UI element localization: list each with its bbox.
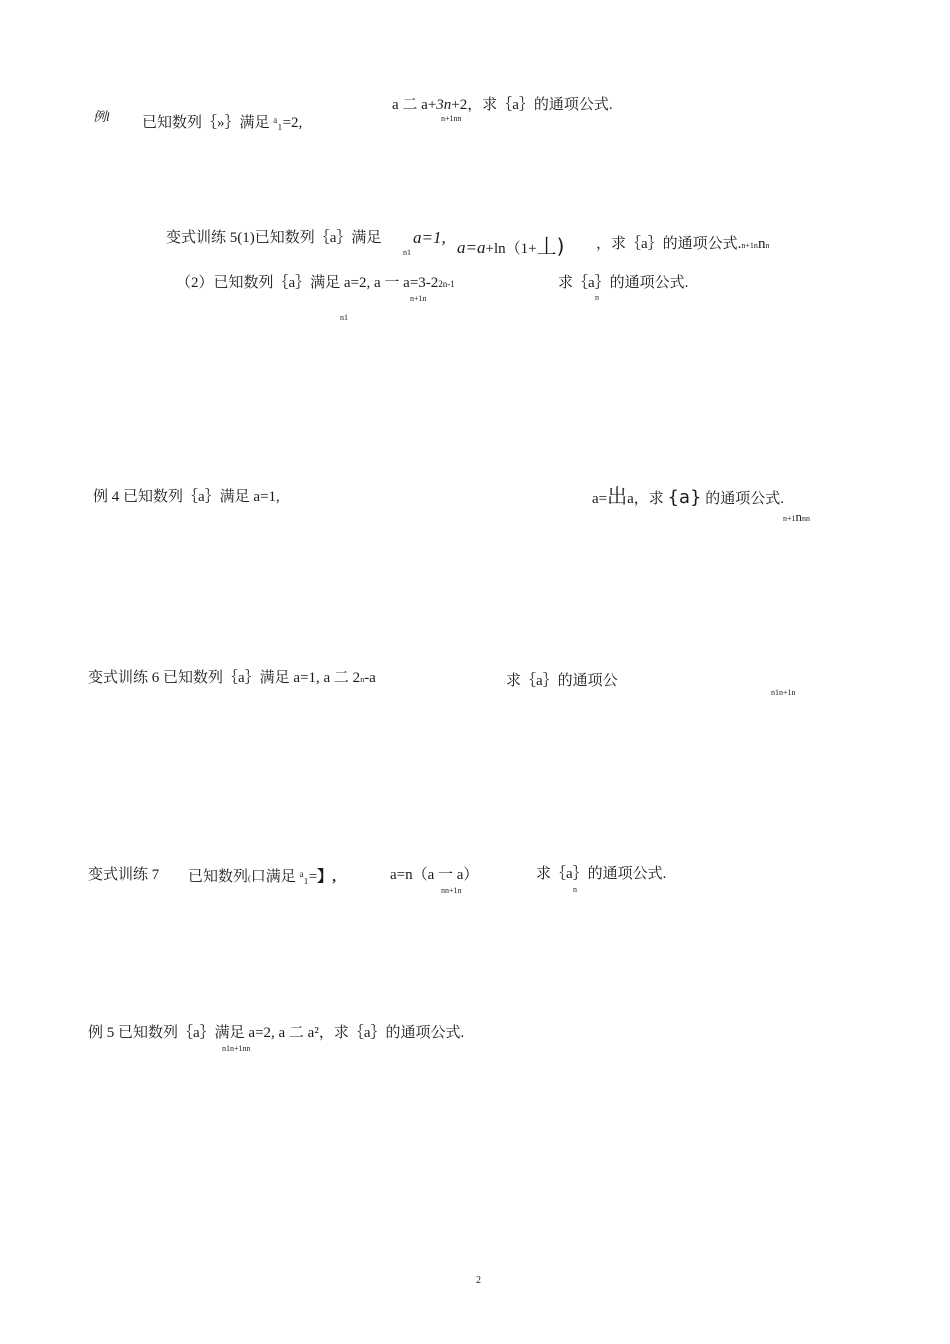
variant-6-subscript: n1n+1n (771, 688, 796, 697)
variant-7-label: 变式训练 7 (88, 867, 160, 883)
formula-big: 丄) (536, 234, 565, 258)
variant-5-part-2-subscript: n+1n (410, 294, 427, 303)
variant-5-text: 变式训练 5(1)已知数列｛a｝满足 (166, 230, 382, 246)
variant-5-tail (596, 237, 769, 252)
variant-7-tail: 求｛a｝的通项公式. (536, 866, 667, 882)
variant-5-part-2-tail: 求｛a｝的通项公式. (558, 275, 689, 291)
example-3-formula (392, 98, 613, 113)
formula-part-italic: a=a (457, 238, 486, 257)
formula-part: a= (592, 491, 608, 507)
example-5-subscript: n1n+1nn (222, 1044, 251, 1053)
variant-5-a1: a=1, (413, 228, 446, 247)
variant-6-text (88, 671, 376, 686)
variant-7-sup: ( (248, 874, 251, 883)
variant-7-text (188, 870, 336, 885)
formula-part: +2，求｛a｝的通项公式. (451, 97, 613, 113)
formula-part-italic: 3n (436, 97, 452, 113)
part-2-exponent: 2n-1 (438, 279, 455, 289)
variant-7-bracket: 】, (317, 869, 336, 885)
variant-5-a1-subscript: n1 (403, 248, 411, 257)
example-3-subscript: n+1nn (441, 114, 462, 123)
example-4-subscript (783, 510, 810, 525)
tail-n2: n (765, 241, 770, 250)
variant-7-main-2: 口满足 ᵃ₁= (250, 869, 318, 885)
variant-7-formula-subscript: nn+1n (441, 886, 462, 895)
variant-6-subscript-n: n (360, 675, 365, 684)
formula-part: a，求 (627, 491, 664, 507)
tail-subscript: n+1n (741, 241, 758, 250)
tail-n: n (757, 236, 766, 252)
variant-6-tail: 求｛a｝的通项公 (506, 673, 618, 689)
variant-5-part-2 (176, 276, 455, 291)
variant-7-main: 已知数列 (188, 869, 249, 885)
variant-5-part-2-subscript-2: n1 (340, 313, 348, 322)
example-4-formula (592, 486, 784, 507)
formula-part: +ln（1+ (485, 241, 537, 257)
formula-part: a 二 a+ (392, 97, 437, 113)
example-label: 例l (93, 109, 110, 124)
formula-part: 的通项公式. (705, 491, 784, 507)
variant-7-formula: a=n（a 一 a） (390, 867, 479, 883)
variant-5-formula (457, 236, 564, 257)
page-number: 2 (476, 1275, 481, 1286)
example-3-text: 已知数列｛»｝满足 ᵃ₁=2, (142, 115, 303, 131)
variant-6-main: 变式训练 6 已知数列｛a｝满足 a=1, a 二 2 (88, 670, 361, 686)
tail-text: ，求｛a｝的通项公式. (596, 236, 742, 252)
subscript-part: nn (802, 514, 811, 523)
part-2-text: （2）已知数列｛a｝满足 a=2, a 一 a=3-2 (176, 275, 439, 291)
variant-6-tail-a: -a (364, 670, 376, 686)
example-4-text: 例 4 已知数列｛a｝满足 a=1, (93, 489, 280, 505)
formula-brace: {a} (667, 487, 702, 508)
variant-5-part-2-tail-subscript: n (595, 293, 599, 302)
variant-7-tail-subscript: n (573, 885, 577, 894)
example-5-text: 例 5 已知数列｛a｝满足 a=2, a 二 a²，求｛a｝的通项公式. (88, 1025, 465, 1041)
formula-big: 出 (607, 484, 628, 508)
subscript-n: n (795, 509, 803, 524)
subscript-part: n+1 (783, 514, 796, 523)
